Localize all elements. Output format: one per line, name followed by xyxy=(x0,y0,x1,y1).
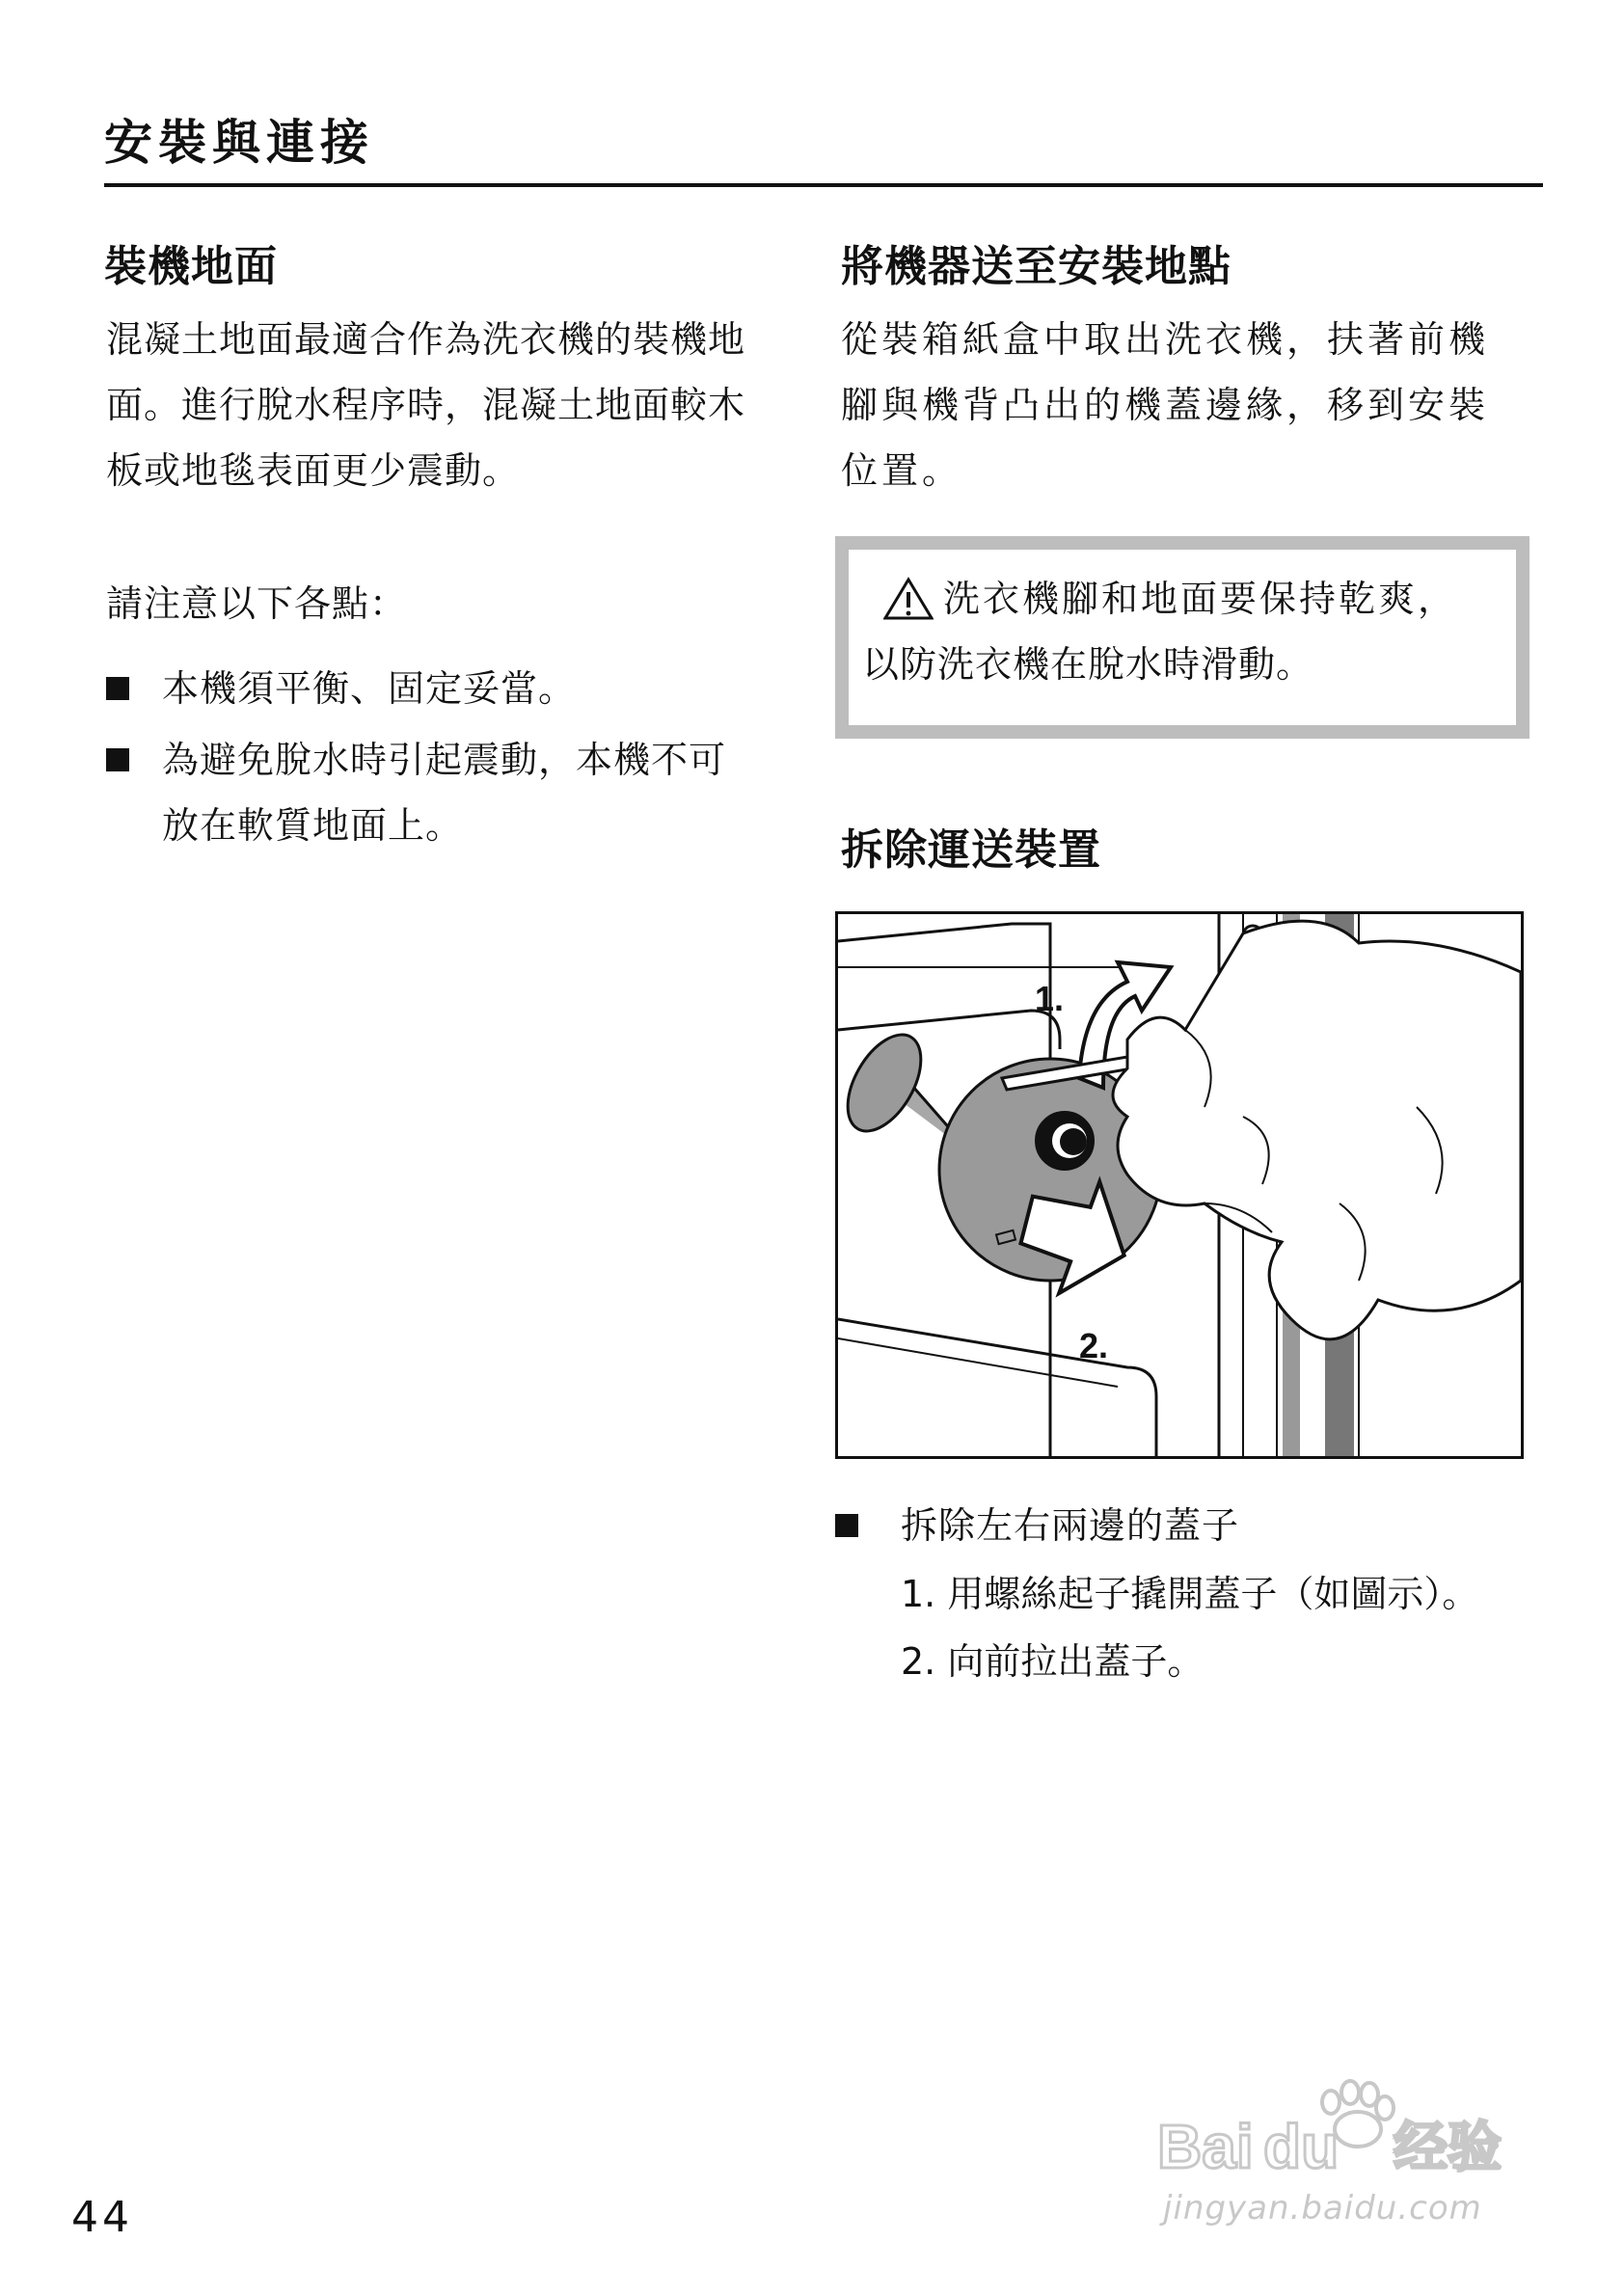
list-item xyxy=(106,727,800,858)
list-item-text: 放在軟質地面上。 xyxy=(162,804,464,847)
remove-heading: 拆除運送裝置 xyxy=(841,825,1101,875)
step-item: 1. 用螺絲起子撬開蓋子（如圖示）。 xyxy=(901,1573,1479,1615)
header-divider xyxy=(104,183,1543,187)
transport-paragraph-line: 從裝箱紙盒中取出洗衣機，扶著前機 xyxy=(841,318,1490,361)
warning-text-line: 洗衣機腳和地面要保持乾爽， xyxy=(943,578,1458,620)
cover-removal-illustration xyxy=(835,911,1524,1459)
watermark-brand-du: du xyxy=(1263,2112,1340,2179)
watermark-brand: Bai xyxy=(1157,2112,1254,2179)
transport-heading: 將機器送至安裝地點 xyxy=(841,242,1232,291)
bullet-square-icon xyxy=(106,677,129,700)
page-number: 44 xyxy=(71,2193,133,2242)
bullet-square-icon xyxy=(835,1514,858,1537)
floor-paragraph xyxy=(106,307,800,503)
notes-list xyxy=(106,656,800,858)
list-item xyxy=(106,656,800,721)
list-item xyxy=(835,1493,1568,1558)
remove-instructions xyxy=(835,1493,1568,1695)
figure-label-step2: 2. xyxy=(1079,1326,1109,1365)
floor-paragraph-line: 面。進行脫水程序時，混凝土地面較木 xyxy=(106,384,746,426)
figure-label-step1: 1. xyxy=(1035,979,1065,1018)
floor-paragraph-line: 板或地毯表面更少震動。 xyxy=(106,449,521,492)
floor-heading: 裝機地面 xyxy=(104,242,278,291)
transport-paragraph xyxy=(841,307,1535,503)
hand xyxy=(1113,921,1521,1339)
notes-intro: 請注意以下各點： xyxy=(106,582,408,625)
baidu-watermark-logo xyxy=(1157,2073,1524,2183)
cover-tab xyxy=(838,1022,935,1143)
illustration-drawing xyxy=(838,914,1521,1456)
paw-icon xyxy=(1157,2073,1524,2179)
transport-paragraph-line: 腳與機背凸出的機蓋邊緣，移到安裝 xyxy=(841,384,1490,426)
floor-paragraph-line: 混凝土地面最適合作為洗衣機的裝機地 xyxy=(106,318,746,361)
list-item-text: 為避免脫水時引起震動，本機不可 xyxy=(162,739,727,781)
warning-triangle-icon xyxy=(883,577,934,621)
warning-text-line: 以防洗衣機在脫水時滑動。 xyxy=(862,643,1314,686)
warning-box xyxy=(835,536,1529,739)
page-section-title: 安裝與連接 xyxy=(104,115,374,171)
list-item-text: 本機須平衡、固定妥當。 xyxy=(162,667,577,710)
bullet-square-icon xyxy=(106,748,129,771)
list-item-text: 拆除左右兩邊的蓋子 xyxy=(901,1504,1240,1547)
step-item: 2. 向前拉出蓋子。 xyxy=(901,1640,1204,1683)
transport-paragraph-line: 位置。 xyxy=(841,449,963,492)
watermark-url: jingyan.baidu.com xyxy=(1163,2189,1482,2228)
watermark-brand-cn: 经验 xyxy=(1394,2117,1502,2179)
steps-list xyxy=(901,1560,1568,1695)
